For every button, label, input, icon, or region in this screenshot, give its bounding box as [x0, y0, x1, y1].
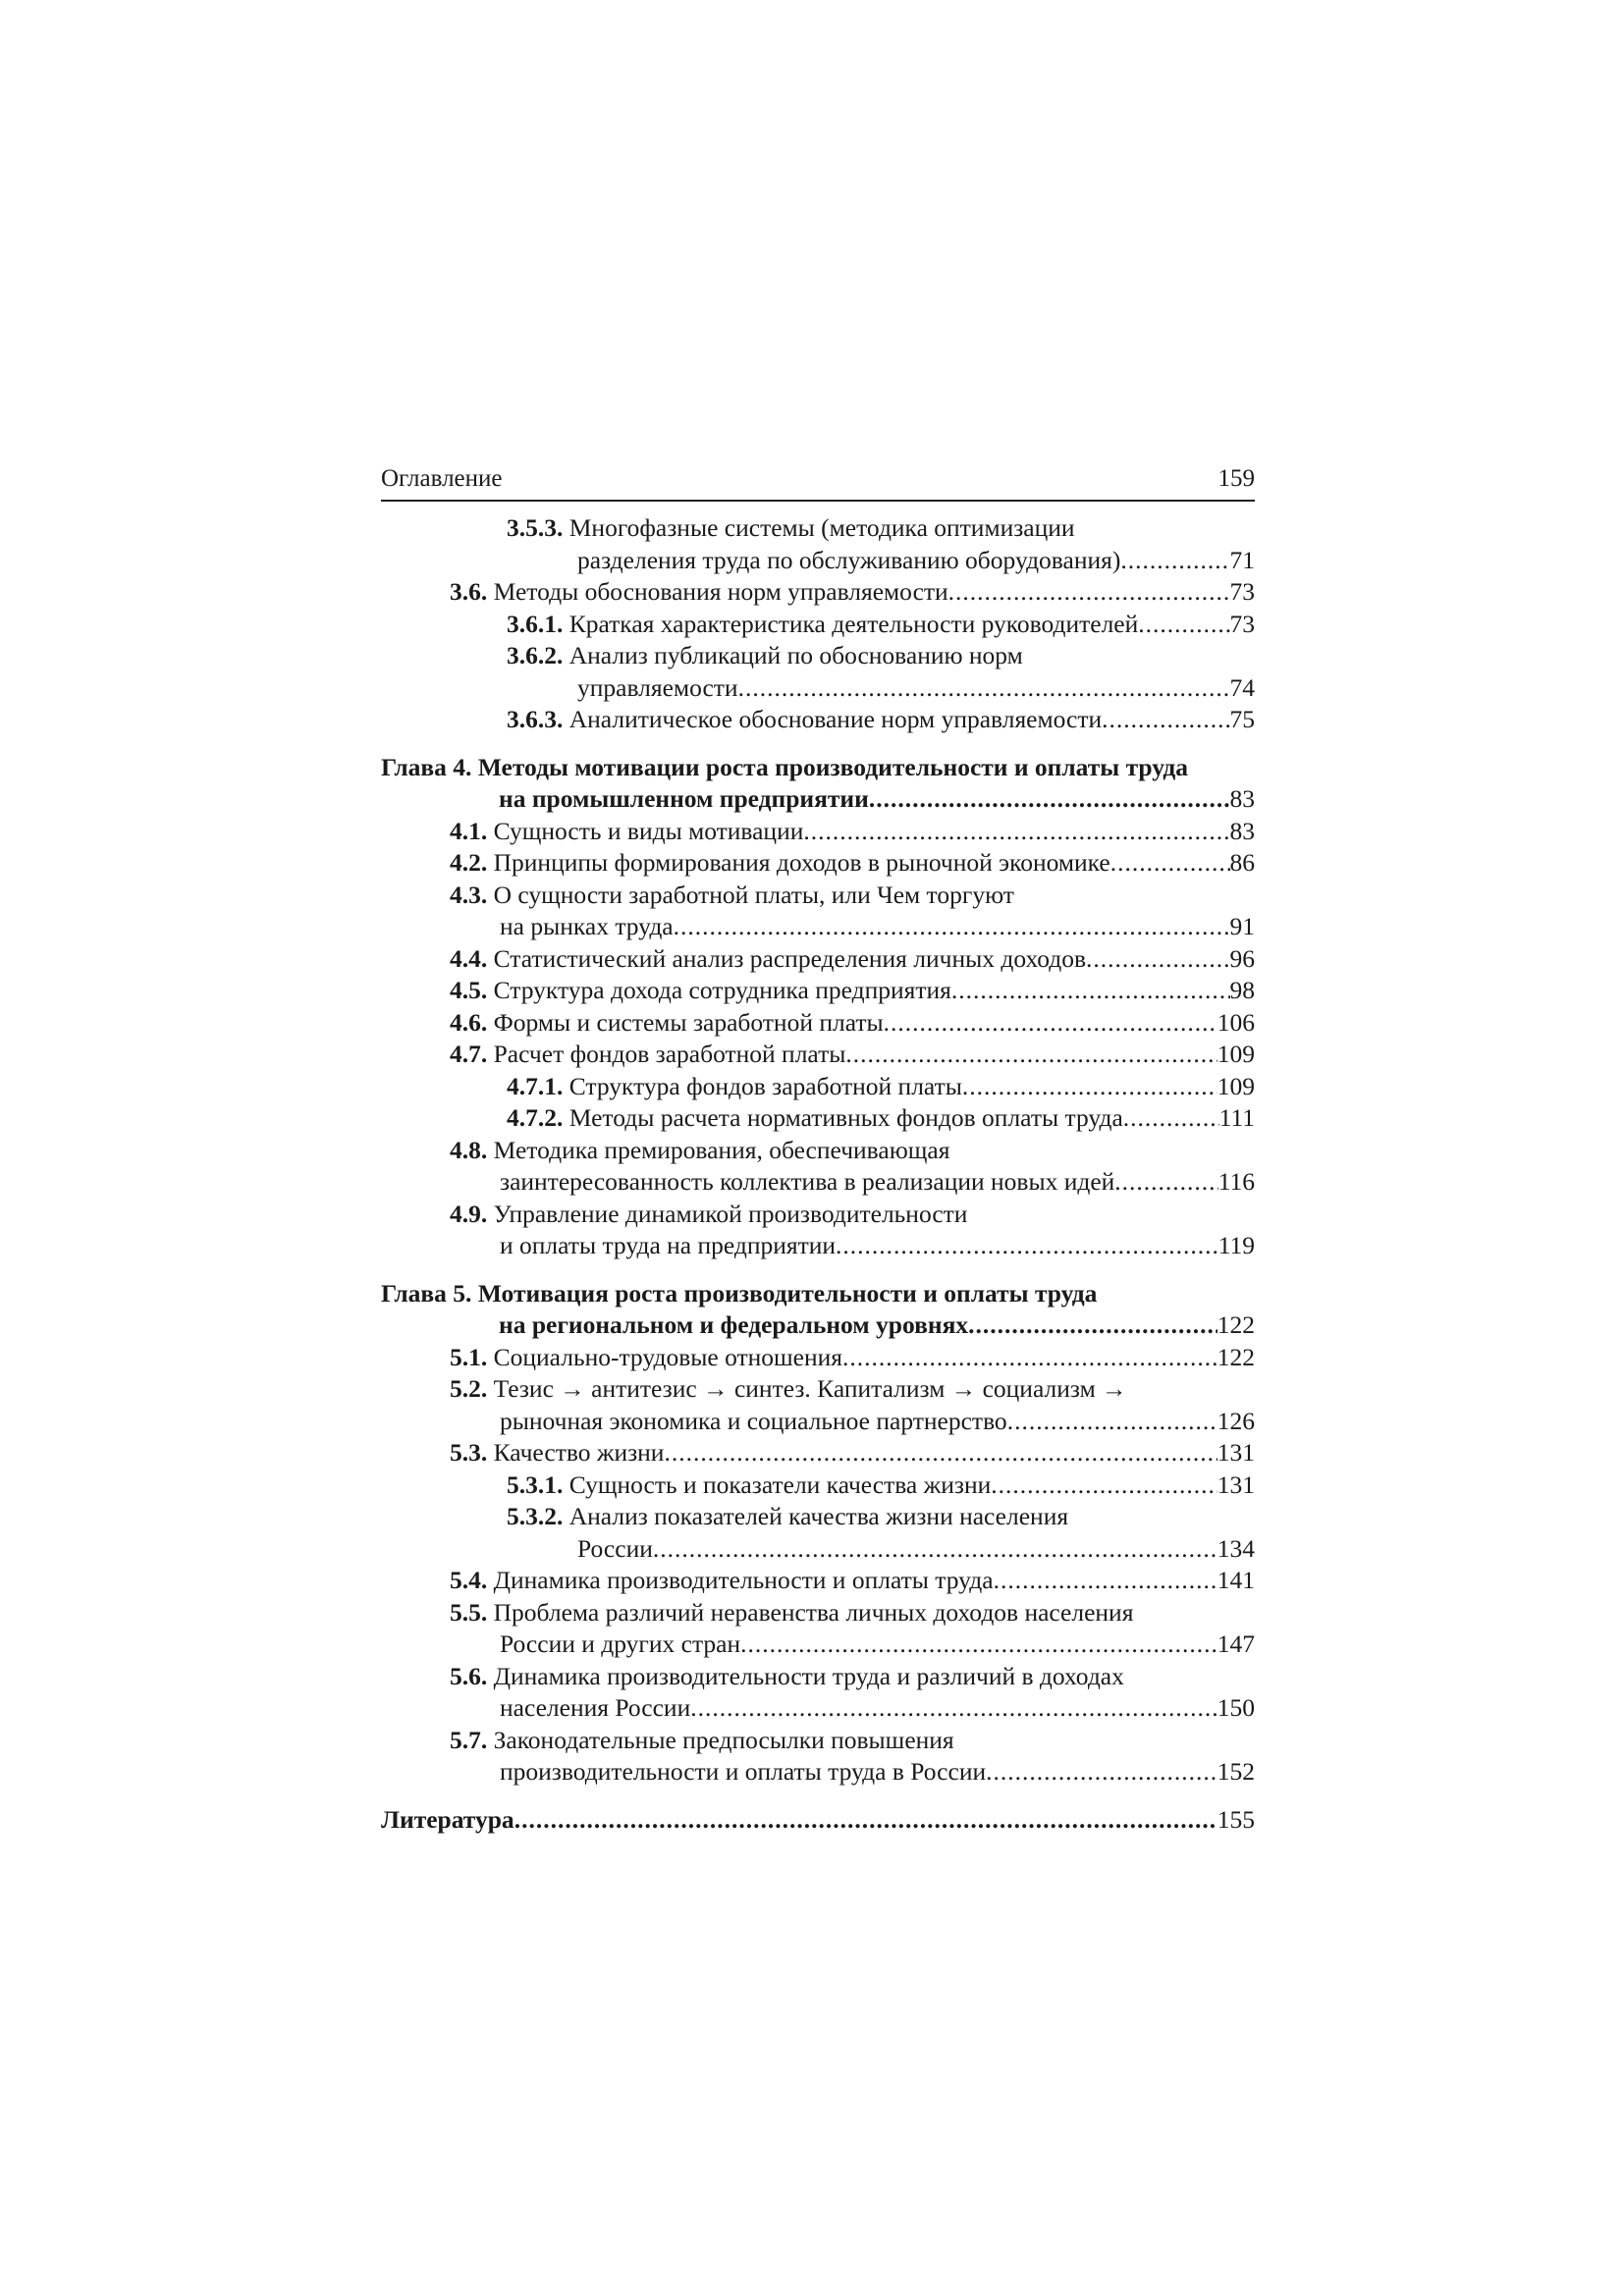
toc-entry-title: Статистический анализ распределения личных доходов — [493, 943, 1087, 973]
toc-entry[interactable] — [381, 1166, 1255, 1199]
toc-entry-text — [450, 1565, 994, 1597]
toc-entry-title: Расчет фондов заработной платы — [493, 1040, 846, 1068]
toc-entry-text — [500, 1230, 836, 1262]
toc-entry-number: 3.6.2. — [507, 641, 569, 669]
toc-entry[interactable] — [381, 1199, 1255, 1231]
page-number: 159 — [1217, 465, 1255, 492]
dot-leader — [690, 1692, 1217, 1725]
toc-entry-title: на промышленном предприятии — [499, 784, 869, 813]
toc-entry-title: на региональном и федеральном уровнях — [499, 1310, 969, 1339]
dot-leader — [884, 1007, 1217, 1040]
dot-leader — [1007, 1406, 1217, 1438]
dot-leader — [836, 1230, 1218, 1262]
toc-entry-text — [450, 576, 948, 609]
toc-entry-title: Управление динамикой производительности — [493, 1199, 968, 1228]
toc-entry-number: 4.5. — [450, 976, 494, 1004]
dot-leader — [968, 1309, 1217, 1342]
table-of-contents — [381, 512, 1255, 1836]
toc-entry-number: 4.3. — [450, 880, 494, 909]
toc-entry-title: Краткая характеристика деятельности руководителей — [568, 609, 1139, 638]
dot-leader — [842, 1342, 1217, 1374]
toc-entry[interactable] — [381, 640, 1255, 672]
toc-entry-text — [507, 1102, 1123, 1135]
toc-entry-title: Аналитическое обоснование норм управляемости — [568, 705, 1103, 733]
toc-entry-title: Динамика производительности труда и различий в доходах — [493, 1661, 1124, 1690]
toc-entry-number: 5.7. — [450, 1725, 494, 1754]
running-header — [381, 464, 1255, 502]
dot-leader — [514, 1804, 1217, 1837]
toc-entry[interactable] — [381, 752, 1255, 784]
toc-entry-title: Мотивация роста производительности и оплаты труда — [477, 1278, 1098, 1308]
toc-entry-text — [450, 847, 1110, 880]
toc-entry-number: 4.7.1. — [507, 1071, 569, 1100]
toc-entry-title: Качество жизни — [493, 1438, 665, 1467]
toc-entry-text — [507, 1071, 962, 1103]
dot-leader — [1138, 609, 1229, 641]
toc-entry-title: Структура фондов заработной платы — [568, 1071, 962, 1100]
dot-leader — [1110, 847, 1230, 880]
toc-entry-title: и оплаты труда на предприятии — [500, 1231, 837, 1259]
toc-entry[interactable] — [381, 880, 1255, 912]
toc-entry-title: Законодательные предпосылки повышения — [493, 1725, 954, 1754]
toc-entry-text — [450, 1662, 1124, 1690]
running-title: Оглавление — [381, 465, 503, 492]
toc-entry-text — [500, 1406, 1007, 1438]
toc-entry-number: 5.4. — [450, 1566, 494, 1594]
toc-entry-title: Сущность и виды мотивации — [493, 816, 804, 845]
toc-entry-number: 5.3.2. — [507, 1502, 569, 1530]
toc-entry[interactable] — [381, 1756, 1255, 1789]
toc-entry-number: 5.3.1. — [507, 1469, 569, 1499]
toc-entry-text — [500, 1756, 986, 1789]
toc-entry-number: 5.1. — [450, 1342, 494, 1371]
toc-entry-title: России — [577, 1533, 653, 1563]
toc-entry-text — [500, 911, 674, 943]
toc-entry-number: 4.6. — [450, 1007, 494, 1037]
toc-page-number: 74 — [1229, 672, 1255, 702]
toc-entry[interactable] — [381, 1533, 1255, 1566]
dot-leader — [991, 1469, 1217, 1502]
toc-entry-number: 3.6.1. — [507, 609, 569, 638]
toc-entry-text — [507, 641, 1023, 669]
toc-entry-number: 4.8. — [450, 1135, 494, 1164]
toc-entry-title: разделения труда по обслуживанию оборудования) — [577, 545, 1121, 574]
toc-entry[interactable] — [381, 1725, 1255, 1757]
toc-entry-text — [381, 753, 1188, 781]
toc-entry-title: Структура дохода сотрудника предприятия — [493, 976, 951, 1004]
toc-entry[interactable] — [381, 1661, 1255, 1693]
toc-entry-text — [507, 1502, 1068, 1530]
toc-page-number: 73 — [1229, 577, 1255, 606]
toc-entry-title: России и других стран — [500, 1629, 741, 1658]
toc-entry-text — [450, 1342, 842, 1374]
dot-leader — [803, 816, 1229, 848]
toc-entry-number: 5.6. — [450, 1661, 494, 1690]
toc-entry[interactable] — [381, 1629, 1255, 1661]
toc-page-number: 86 — [1229, 848, 1255, 877]
toc-entry-number: 5.3. — [450, 1438, 494, 1467]
toc-entry[interactable] — [381, 1692, 1255, 1725]
toc-entry-title: Социально-трудовые отношения — [493, 1342, 842, 1371]
toc-entry-title: заинтересованность коллектива в реализации новых идей — [500, 1167, 1115, 1196]
toc-entry[interactable] — [381, 911, 1255, 943]
toc-entry-text — [500, 1166, 1114, 1199]
toc-entry[interactable] — [381, 545, 1255, 577]
toc-entry-number: Глава 5. — [381, 1278, 478, 1308]
toc-entry[interactable] — [381, 1007, 1255, 1040]
toc-entry[interactable] — [381, 1309, 1255, 1342]
toc-entry-title: Литература — [381, 1804, 514, 1834]
toc-page-number: 83 — [1229, 816, 1255, 845]
toc-page-number: 155 — [1217, 1804, 1255, 1834]
dot-leader — [674, 911, 1230, 943]
toc-entry-number: Глава 4. — [381, 752, 478, 781]
toc-entry-text — [450, 1437, 664, 1469]
dot-leader — [740, 1629, 1217, 1661]
toc-page-number: 109 — [1217, 1040, 1255, 1068]
toc-entry-text — [450, 816, 803, 848]
toc-entry-text — [450, 943, 1086, 976]
toc-entry[interactable] — [381, 609, 1255, 641]
toc-page-number: 119 — [1217, 1231, 1255, 1259]
toc-entry-text — [507, 1469, 991, 1502]
toc-entry-text — [507, 704, 1102, 736]
toc-entry-text — [450, 1136, 949, 1164]
toc-entry-title: Методы мотивации роста производительности и оплаты труда — [477, 752, 1189, 781]
toc-page-number: 122 — [1217, 1310, 1255, 1339]
toc-entry-title: Принципы формирования доходов в рыночной экономике — [493, 848, 1110, 877]
toc-page-number: 73 — [1229, 609, 1255, 638]
toc-entry-number: 5.5. — [450, 1597, 494, 1627]
toc-entry-title: Сущность и показатели качества жизни — [568, 1469, 992, 1499]
dot-leader — [948, 576, 1230, 609]
toc-entry-text — [507, 513, 1075, 542]
toc-entry[interactable] — [381, 1597, 1255, 1629]
toc-entry-text — [499, 783, 869, 816]
toc-entry-text — [450, 1598, 1133, 1627]
toc-entry-text — [500, 1629, 740, 1661]
toc-page-number: 147 — [1217, 1629, 1255, 1658]
toc-page-number: 98 — [1229, 976, 1255, 1004]
toc-entry[interactable] — [381, 1373, 1255, 1406]
dot-leader — [1114, 1166, 1217, 1199]
toc-page-number: 126 — [1217, 1406, 1255, 1435]
toc-entry[interactable] — [381, 1804, 1255, 1837]
toc-entry-title: О сущности заработной платы, или Чем торгуют — [493, 880, 1014, 909]
toc-entry-number: 4.4. — [450, 943, 494, 973]
toc-entry-text — [450, 1200, 967, 1228]
toc-entry-text — [450, 1039, 845, 1071]
toc-entry-title: населения России — [500, 1693, 691, 1722]
toc-entry-title: Многофазные системы (методика оптимизации — [568, 513, 1075, 542]
toc-entry-number: 3.5.3. — [507, 513, 569, 542]
dot-leader — [869, 783, 1230, 816]
toc-entry-number: 4.9. — [450, 1199, 494, 1228]
toc-entry[interactable] — [381, 847, 1255, 880]
toc-entry-number: 5.2. — [450, 1374, 494, 1403]
toc-page-number: 116 — [1217, 1167, 1255, 1196]
toc-entry-text — [450, 1007, 884, 1040]
toc-entry[interactable] — [381, 1342, 1255, 1374]
toc-page-number: 134 — [1217, 1533, 1255, 1563]
dot-leader — [994, 1565, 1217, 1597]
toc-entry-text — [577, 1533, 653, 1566]
toc-entry-title: Тезис → антитезис → синтез. Капитализм → социализм → — [493, 1374, 1127, 1403]
toc-entry-title: Проблема различий неравенства личных доходов населения — [493, 1597, 1134, 1627]
toc-entry-text — [577, 545, 1120, 577]
toc-entry-text — [450, 1726, 954, 1754]
toc-entry[interactable] — [381, 1565, 1255, 1597]
toc-page-number: 131 — [1217, 1469, 1255, 1499]
toc-entry[interactable] — [381, 1102, 1255, 1135]
toc-page-number: 141 — [1217, 1566, 1255, 1594]
toc-entry-text — [381, 1804, 514, 1837]
toc-entry-title: на рынках труда — [500, 912, 674, 940]
toc-entry-title: Методы расчета нормативных фондов оплаты труда — [568, 1103, 1123, 1132]
toc-entry[interactable] — [381, 783, 1255, 816]
toc-entry-text — [507, 609, 1138, 641]
toc-entry-title: Анализ публикаций по обоснованию норм — [568, 641, 1023, 669]
toc-entry[interactable] — [381, 1437, 1255, 1469]
toc-entry-number: 4.7.2. — [507, 1103, 569, 1132]
toc-entry[interactable] — [381, 1469, 1255, 1502]
dot-leader — [951, 975, 1230, 1007]
dot-leader — [1086, 943, 1229, 976]
toc-entry[interactable] — [381, 704, 1255, 736]
dot-leader — [986, 1756, 1217, 1789]
toc-entry-number: 4.2. — [450, 848, 494, 877]
toc-entry-text — [450, 881, 1014, 909]
toc-entry[interactable] — [381, 975, 1255, 1007]
toc-entry[interactable] — [381, 1278, 1255, 1310]
toc-entry-number: 3.6. — [450, 577, 494, 606]
toc-entry-title: Формы и системы заработной платы — [493, 1007, 884, 1037]
toc-entry[interactable] — [381, 672, 1255, 705]
toc-page-number: 109 — [1217, 1071, 1255, 1100]
dot-leader — [664, 1437, 1217, 1469]
toc-entry-title: Методы обоснования норм управляемости — [493, 577, 948, 606]
dot-leader — [845, 1039, 1217, 1071]
toc-entry-title: Анализ показателей качества жизни населения — [568, 1502, 1069, 1530]
toc-entry-number: 4.1. — [450, 816, 494, 845]
toc-entry[interactable] — [381, 943, 1255, 976]
toc-entry-title: Динамика производительности и оплаты труда — [493, 1566, 994, 1594]
dot-leader — [1120, 545, 1229, 577]
toc-entry-title: рыночная экономика и социальное партнерство — [500, 1406, 1007, 1435]
toc-entry[interactable] — [381, 1230, 1255, 1262]
toc-entry[interactable] — [381, 1135, 1255, 1167]
toc-page-number: 150 — [1217, 1693, 1255, 1722]
toc-page-number: 96 — [1229, 943, 1255, 973]
toc-entry[interactable] — [381, 816, 1255, 848]
toc-entry[interactable] — [381, 1071, 1255, 1103]
toc-page-number: 91 — [1229, 912, 1255, 940]
toc-page-number: 71 — [1229, 545, 1255, 574]
dot-leader — [653, 1533, 1217, 1566]
toc-page-number: 122 — [1217, 1342, 1255, 1371]
toc-entry-title: Методика премирования, обеспечивающая — [493, 1135, 950, 1164]
dot-leader — [1123, 1102, 1219, 1135]
toc-entry-number: 3.6.3. — [507, 705, 569, 733]
toc-page-number: 111 — [1218, 1103, 1255, 1132]
dot-leader — [962, 1071, 1217, 1103]
toc-entry[interactable] — [381, 512, 1255, 545]
toc-entry-text — [500, 1692, 690, 1725]
toc-entry-text — [450, 1374, 1127, 1403]
toc-entry-number: 4.7. — [450, 1040, 494, 1068]
dot-leader — [738, 672, 1230, 705]
toc-entry-text — [450, 975, 951, 1007]
dot-leader — [1102, 704, 1229, 736]
toc-page-number: 75 — [1229, 705, 1255, 733]
toc-entry[interactable] — [381, 1039, 1255, 1071]
toc-page-number: 106 — [1217, 1007, 1255, 1037]
toc-entry-title: управляемости — [577, 672, 738, 702]
toc-entry[interactable] — [381, 576, 1255, 609]
toc-entry[interactable] — [381, 1406, 1255, 1438]
toc-entry-title: производительности и оплаты труда в России — [500, 1757, 987, 1786]
toc-page-number: 131 — [1217, 1438, 1255, 1467]
toc-page-number: 83 — [1229, 784, 1255, 813]
toc-entry-text — [499, 1309, 968, 1342]
toc-entry-text — [577, 672, 738, 705]
toc-page-number: 152 — [1217, 1757, 1255, 1786]
toc-entry-text — [381, 1279, 1097, 1308]
toc-entry[interactable] — [381, 1501, 1255, 1533]
